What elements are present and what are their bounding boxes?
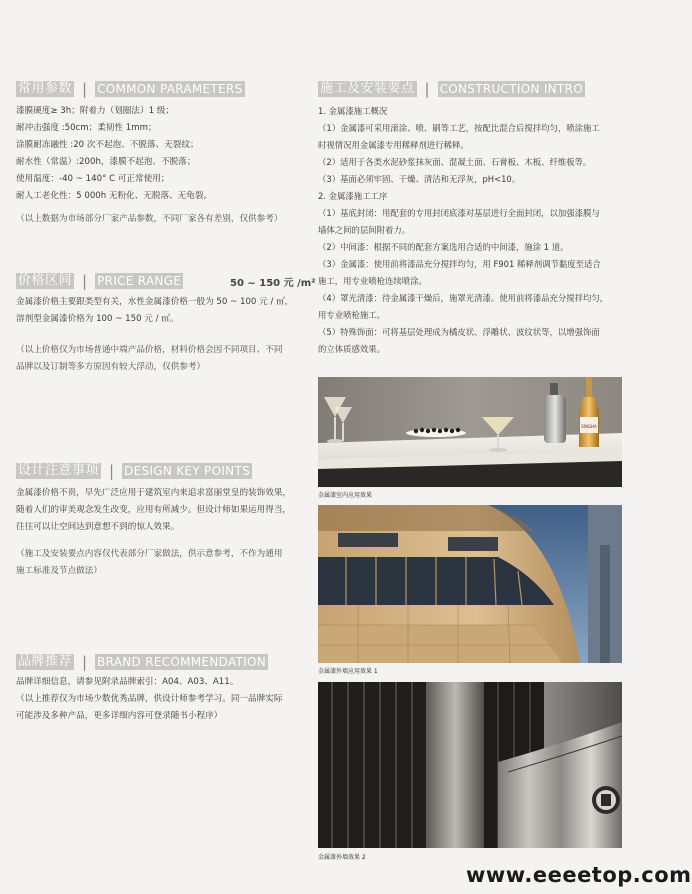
construction-line: （3）金属漆：使用前将漆品充分搅拌均匀，用 F901 稀释剂调节黏度至适合: [318, 259, 601, 269]
price-title-en: PRICE RANGE: [97, 274, 182, 288]
brand-recommendation-header: [16, 653, 268, 671]
construction-line: 墙体之间的层间附着力。: [318, 225, 411, 235]
construction-line: （1）基底封闭：用配套的专用封闭底漆对基层进行全面封闭，以加强漆膜与: [318, 208, 600, 218]
design-text: [16, 485, 291, 536]
price-note: [16, 342, 282, 376]
price-title-zh: 价格区间: [18, 273, 73, 288]
design-line: 金属漆价格不贵，早先广泛应用于建筑室内来追求富丽堂皇的装饰效果，: [16, 488, 292, 498]
exterior-photo-2: [318, 682, 622, 848]
divider: |: [82, 653, 88, 671]
divider: |: [82, 80, 88, 98]
design-title-en: DESIGN KEY POINTS: [124, 464, 250, 478]
price-text: [16, 294, 293, 328]
construction-text: [318, 103, 608, 358]
price-line: 溶剂型金属漆价格为 100 ~ 150 元 / ㎡。: [16, 314, 179, 324]
param-line: 耐冲击强度 :50cm；柔韧性 1mm；: [16, 123, 157, 133]
interior-photo: [318, 377, 622, 487]
interior-photo-image: [318, 377, 622, 487]
design-note-line: 施工标准及节点做法）: [16, 566, 102, 576]
divider: |: [424, 80, 430, 98]
design-title-zh: 设计注意事项: [18, 463, 100, 478]
construction-intro-header: [318, 80, 585, 98]
divider: |: [109, 462, 115, 480]
construction-line: 的立体质感效果。: [318, 344, 385, 354]
construction-line: 1. 金属漆施工概况: [318, 106, 388, 116]
common-parameters-header: [16, 80, 245, 98]
divider: |: [82, 272, 88, 290]
construction-line: 用专业喷枪施工。: [318, 310, 385, 320]
exterior-photo-1: [318, 505, 622, 663]
exterior-photo-2-image: [318, 682, 622, 848]
common-title-zh: 常用参数: [18, 81, 73, 96]
price-note-line: （以上价格仅为市场普通中端产品价格，材料价格会因不同项目、不同: [16, 345, 283, 355]
price-range-value: 50 ~ 150 元 /m²: [230, 278, 316, 289]
design-key-points-header: [16, 462, 252, 480]
exterior-photo-2-caption: 金属漆外墙效果 2: [318, 854, 366, 861]
exterior-photo-1-caption: 金属漆外墙应用效果 1: [318, 668, 378, 675]
param-line: 涂膜耐冻融性 :20 次不起泡、不脱落、无裂纹；: [16, 140, 199, 150]
param-line: 使用温度：-40 ~ 140° C 可正常使用；: [16, 174, 170, 184]
brand-title-en: BRAND RECOMMENDATION: [97, 655, 267, 669]
param-line: 耐水性（常温）:200h，漆膜不起泡、不脱落；: [16, 157, 196, 167]
construction-line: （4）罩光清漆：待金属漆干燥后，施罩光清漆。使用前将漆品充分搅拌均匀，: [318, 293, 609, 303]
construction-line: 施工，用专业喷枪连续喷涂。: [318, 276, 427, 286]
construction-line: 2. 金属漆施工工序: [318, 191, 388, 201]
construction-title-zh: 施工及安装要点: [320, 81, 415, 96]
design-line: 随着人们的审美观念发生改变，应用有所减少。但设计师如果运用得当，: [16, 505, 292, 515]
common-note-text: （以上数据为市场部分厂家产品参数，不同厂家各有差别，仅供参考）: [16, 214, 283, 224]
exterior-photo-1-image: [318, 505, 622, 663]
design-line: 往往可以让空间达到意想不到的惊人效果。: [16, 522, 180, 532]
construction-line: （3）基面必须牢固、干燥、清洁和无浮灰，pH<10。: [318, 174, 521, 184]
brand-text: [16, 674, 282, 725]
common-parameters-text: [16, 103, 212, 205]
bottle-label: SINGHA: [581, 424, 597, 429]
construction-line: （5）特殊饰面：可将基层处理成为橘皮状、浮雕状、波纹状等，以增强饰面: [318, 327, 600, 337]
brand-title-zh: 品牌推荐: [18, 654, 73, 669]
watermark: www.eeeetop.com: [466, 863, 692, 887]
construction-line: （2）适用于各类水泥砂浆抹灰面、混凝土面、石膏板、木板、纤维板等。: [318, 157, 592, 167]
construction-title-en: CONSTRUCTION INTRO: [439, 82, 583, 96]
design-note-line: （施工及安装要点内容仅代表部分厂家做法，供示意参考，不作为通用: [16, 549, 283, 559]
brand-line: 品牌详细信息，请参见附录品牌索引：A04、A03、A11。: [16, 677, 239, 687]
design-note: [16, 546, 282, 580]
price-range-header: [16, 272, 183, 290]
brand-line: （以上推荐仅为市场少数优秀品牌，供设计师参考学习。同一品牌实际: [16, 694, 283, 704]
common-note: [16, 211, 282, 228]
construction-line: （2）中间漆：根据不同的配套方案选用合适的中间漆，施涂 1 道。: [318, 242, 569, 252]
interior-photo-caption: 金属漆室内应用效果: [318, 492, 373, 499]
price-line: 金属漆价格主要跟类型有关，水性金属漆价格一般为 50 ~ 100 元 / ㎡，: [16, 297, 294, 307]
construction-line: （1）金属漆可采用滚涂、喷、刷等工艺，按配比混合后搅拌均匀，喷涂施工: [318, 123, 600, 133]
param-line: 漆膜硬度≥ 3h；附着力（划圈法）1 级；: [16, 106, 174, 116]
param-line: 耐人工老化性：5 000h 无粉化、无脱落、无龟裂。: [16, 191, 213, 201]
price-note-line: 品牌以及订制等多方原因有较大浮动，仅供参考）: [16, 362, 206, 372]
brand-line: 可能涉及多种产品，更多详细内容可登录随书小程序）: [16, 711, 223, 721]
construction-line: 时视情况用金属漆专用稀释剂进行稀释。: [318, 140, 469, 150]
common-title-en: COMMON PARAMETERS: [97, 82, 243, 96]
